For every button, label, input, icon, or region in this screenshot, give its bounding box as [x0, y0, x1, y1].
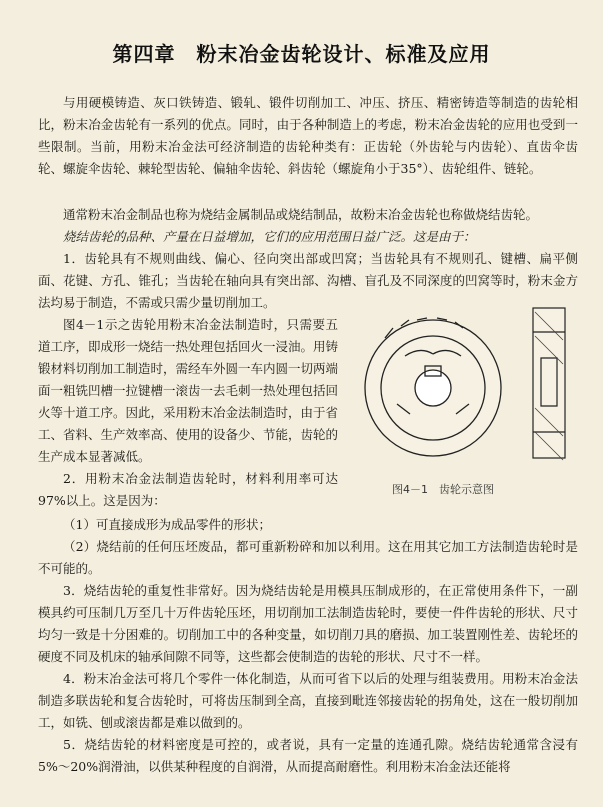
paragraph-7: （1）可直接成形为成品零件的形状； [63, 517, 271, 532]
paragraph-5-block [38, 314, 338, 512]
paragraph-5: 图4－1示之齿轮用粉末冶金法制造时，只需要五道工序，即成形一烧结一热处理包括回火一浸油。用铸锻材料切削加工制造时，需经车外圆一车内圆一切两端面一粗铣凹槽一拉键槽一滚齿一去毛刺一热处理包括回火等十道工序。因此，采用粉末冶金法制造时，由于省工、省料、生产效率高、使用的设备少、节能，齿轮的生产成本显著减低。 [38, 317, 339, 464]
paragraph-6: 2．用粉末冶金法制造齿轮时，材料利用率可达97%以上。这是因为： [38, 471, 338, 508]
paragraph-9: 3．烧结齿轮的重复性非常好。因为烧结齿轮是用模具压制成形的，在正常使用条件下，一副模具约可压制几万至几十万件齿轮压坯，用切削加工法制造齿轮时，要使一件件齿轮的形状、尺寸均匀一致是十分困难的。切削加工中的各种变量，如切削刀具的磨损、加工装置刚性差、齿轮坯的硬度不同及机床的轴承间隙不同等，这些都会使制造的齿轮的形状、尺寸不一样。 [38, 583, 578, 664]
paragraph-4: 1．齿轮具有不规则曲线、偏心、径向突出部或凹窝；当齿轮具有不规则孔、键槽、扁平侧面、花键、方孔、锥孔；当齿轮在轴向具有突出部、沟槽、盲孔及不同深度的凹窝等时，粉末金方法均易于制造，不需或只需少量切削加工。 [38, 251, 578, 310]
chapter-title: 第四章 粉末冶金齿轮设计、标准及应用 [112, 42, 491, 66]
paragraph-1: 与用硬模铸造、灰口铁铸造、锻轧、锻件切削加工、冲压、挤压、精密铸造等制造的齿轮相比，粉末冶金齿轮有一系列的优点。同时，由于各种制造上的考虑，粉末冶金齿轮的应用也受到一些限制。当前，用粉末冶金法可经济制造的齿轮种类有：正齿轮（外齿轮与内齿轮）、直齿伞齿轮、螺旋伞齿轮、棘轮型齿轮、偏轴伞齿轮、斜齿轮（螺旋角小于35°）、齿轮组件、链轮。 [38, 95, 578, 176]
rest-block [38, 514, 578, 778]
gear-figure [355, 296, 585, 476]
paragraph-3: 烧结齿轮的品种、产量在日益增加，它们的应用范围日益广泛。这是由于： [63, 229, 476, 244]
paragraph-2: 通常粉末冶金制品也称为烧结金属制品或烧结制品，故粉末冶金齿轮也称做烧结齿轮。 [63, 207, 539, 222]
intro-block [38, 92, 578, 180]
paragraph-8: （2）烧结前的任何压坯废品，都可重新粉碎和加以利用。这在用其它加工方法制造齿轮时是不可能的。 [38, 539, 578, 576]
paragraph-11: 5．烧结齿轮的材料密度是可控的，或者说，具有一定量的连通孔隙。烧结齿轮通常含浸有5%～20%润滑油，以供某种程度的自润滑，从而提高耐磨性。利用粉末冶金法还能将 [38, 737, 578, 774]
figure-caption: 图4－1 齿轮示意图 [392, 483, 494, 496]
paragraph-10: 4．粉末冶金法可将几个零件一体化制造，从而可省下以后的处理与组装费用。用粉末冶金法制造多联齿轮和复合齿轮时，可将齿压制到全高，直接到毗连邻接齿轮的拐角处，这在一般切削加工，如铣、刨或滚齿都是难以做到的。 [38, 671, 578, 730]
